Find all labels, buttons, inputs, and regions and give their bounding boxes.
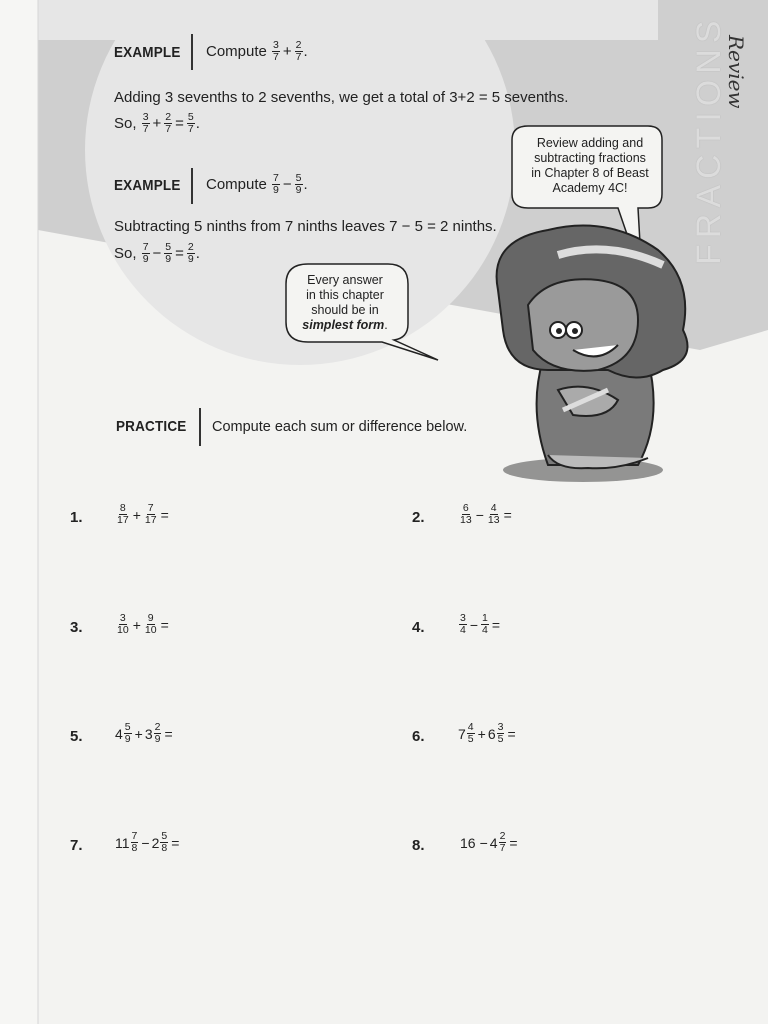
beast-character-illustration xyxy=(488,220,713,490)
fraction: $\frac{2}{7}$ xyxy=(499,830,506,854)
operator: + xyxy=(134,725,143,742)
fraction: $\frac{2}{7}$ xyxy=(295,39,302,63)
operator: = xyxy=(503,506,512,523)
problem-expression xyxy=(115,722,175,745)
example-2-problem: Compute $\frac{7}{9}$ − $\frac{5}{9}$ . xyxy=(206,172,308,196)
problem-expression xyxy=(458,613,502,636)
practice-label: PRACTICE xyxy=(116,418,187,435)
operator: = xyxy=(160,616,169,633)
problem-number: 8. xyxy=(412,837,425,854)
practice-instruction: Compute each sum or difference below. xyxy=(212,419,468,435)
example-2-divider xyxy=(191,168,193,204)
fraction: $\frac{6}{13}$ xyxy=(460,502,472,526)
fraction: $\frac{7}{17}$ xyxy=(144,502,157,526)
operator: − xyxy=(475,506,484,523)
practice-divider xyxy=(199,408,201,446)
problem-expression xyxy=(115,613,171,636)
example-1-problem: Compute $\frac{3}{7}$ + $\frac{2}{7}$ . xyxy=(206,39,308,63)
operator: − xyxy=(479,834,488,851)
whole-number: 3 xyxy=(144,725,153,742)
operator: + xyxy=(477,725,486,742)
operator: + xyxy=(132,616,141,633)
operator: = xyxy=(491,616,501,633)
operator: − xyxy=(141,834,150,851)
operator: = xyxy=(160,506,169,523)
example-2-answer: So, $\frac{7}{9}$ − $\frac{5}{9}$ = $\frac{2}{9}$ . xyxy=(114,241,200,265)
whole-number: 2 xyxy=(151,834,160,851)
fraction: $\frac{3}{7}$ xyxy=(273,39,279,63)
fraction: $\frac{5}{9}$ xyxy=(124,721,131,745)
problem-expression xyxy=(458,831,520,854)
problem-expression xyxy=(458,722,518,745)
speech-bubble-left-text: Every answer in this chapter should be in simplest form. xyxy=(302,273,388,332)
example-1-prompt: Compute xyxy=(206,43,267,60)
operator: = xyxy=(509,834,518,851)
operator: = xyxy=(164,725,173,742)
example-1-answer: So, $\frac{3}{7}$ + $\frac{2}{7}$ = $\frac{5}{7}$ . xyxy=(114,111,200,135)
example-1-explanation: Adding 3 sevenths to 2 sevenths, we get a total of 3+2 = 5 sevenths. xyxy=(114,89,569,106)
fraction: $\frac{3}{10}$ xyxy=(117,612,129,636)
fraction: $\frac{8}{17}$ xyxy=(117,502,129,526)
problem-number: 3. xyxy=(70,619,83,636)
fraction: $\frac{3}{5}$ xyxy=(497,721,504,745)
fraction: $\frac{9}{10}$ xyxy=(144,612,157,636)
example-1-divider xyxy=(191,34,193,70)
problem-expression xyxy=(458,503,514,526)
example-2-explanation: Subtracting 5 ninths from 7 ninths leaves 7 − 5 = 2 ninths. xyxy=(114,218,497,235)
problem-expression xyxy=(115,503,171,526)
fraction: $\frac{2}{9}$ xyxy=(154,721,161,745)
operator: 16 xyxy=(460,834,476,851)
problem-number: 2. xyxy=(412,509,425,526)
problem-number: 5. xyxy=(70,728,83,745)
speech-bubble-top-text: Review adding and subtracting fractions in Chapter 8 of Beast Academy 4C! xyxy=(531,136,649,195)
problem-number: 6. xyxy=(412,728,425,745)
whole-number: 4 xyxy=(115,725,123,742)
problem-number: 4. xyxy=(412,619,425,636)
operator: = xyxy=(171,834,180,851)
whole-number: 7 xyxy=(458,725,466,742)
fraction: $\frac{4}{13}$ xyxy=(487,502,500,526)
example-1-label: EXAMPLE xyxy=(114,44,181,61)
example-2-label: EXAMPLE xyxy=(114,177,181,194)
chapter-subtitle: Review xyxy=(724,35,748,109)
fraction: $\frac{1}{4}$ xyxy=(482,612,488,636)
operator: − xyxy=(469,616,479,633)
whole-number: 6 xyxy=(487,725,496,742)
whole-number: 11 xyxy=(115,834,130,851)
operator: = xyxy=(507,725,516,742)
problem-number: 7. xyxy=(70,837,83,854)
operator: + xyxy=(132,506,141,523)
fraction: $\frac{7}{8}$ xyxy=(131,830,138,854)
whole-number: 4 xyxy=(489,834,498,851)
fraction: $\frac{3}{4}$ xyxy=(460,612,466,636)
chapter-title: FRACTIONS xyxy=(690,14,728,265)
fraction: $\frac{5}{8}$ xyxy=(161,830,168,854)
problem-expression xyxy=(115,831,181,854)
problem-number: 1. xyxy=(70,509,83,526)
fraction: $\frac{4}{5}$ xyxy=(467,721,474,745)
